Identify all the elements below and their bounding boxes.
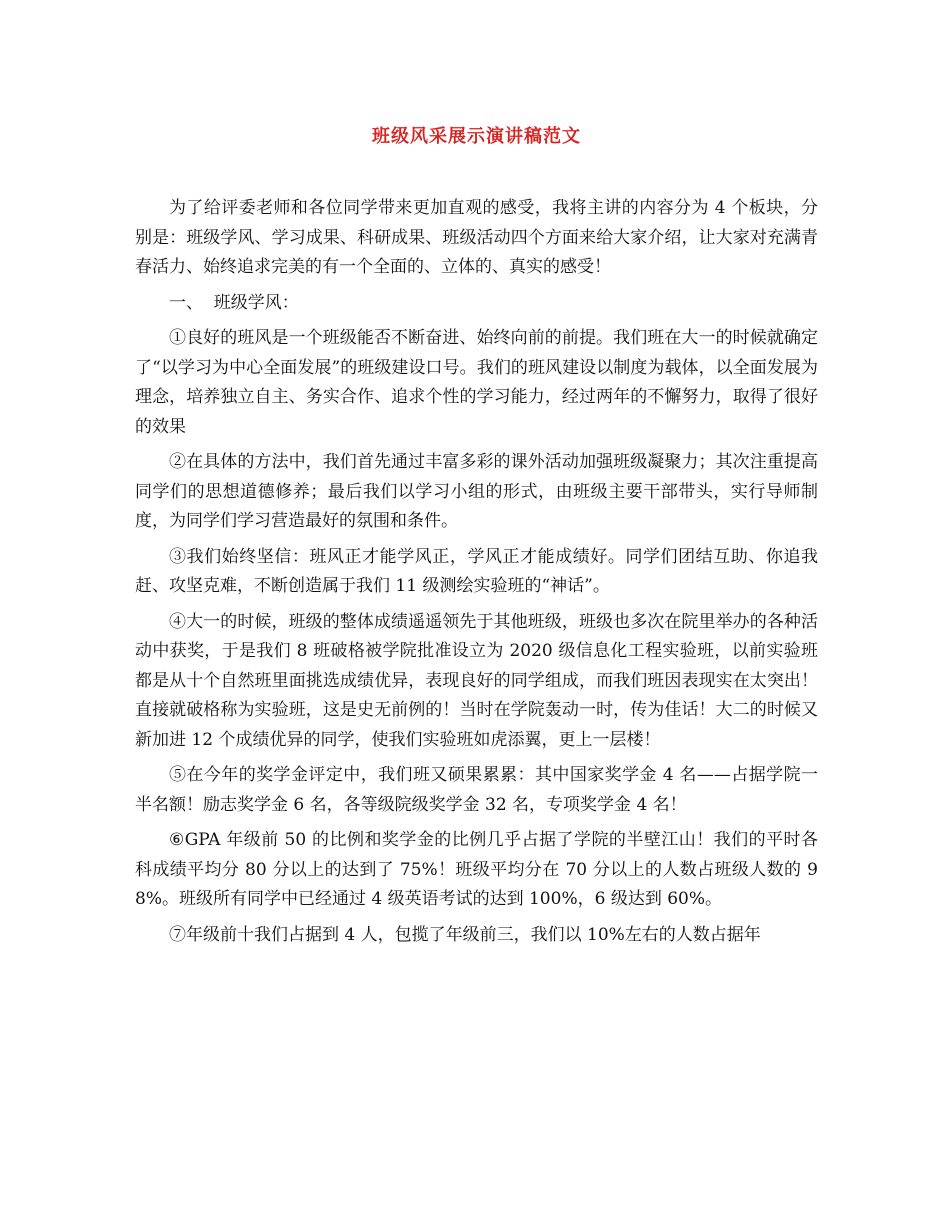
paragraph-6: ⑥GPA 年级前 50 的比例和奖学金的比例几乎占据了学院的半壁江山！我们的平时各科成绩平均分 80 分以上的达到了 75%！班级平均分在 70 分以上的人数占班级人数的 98%。班级所有同学中已经通过 4 级英语考试的达到 100%，6 级达到 60%。 <box>135 830 818 909</box>
document-title: 班级风采展示演讲稿范文 <box>372 126 581 147</box>
paragraph-2: ②在具体的方法中，我们首先通过丰富多彩的课外活动加强班级凝聚力；其次注重提高同学们的思想道德修养；最后我们以学习小组的形式，由班级主要干部带头，实行导师制度，为同学们学习营造最好的氛围和条件。 <box>135 452 818 531</box>
paragraph-1: ①良好的班风是一个班级能否不断奋进、始终向前的前提。我们班在大一的时候就确定了“以学习为中心全面发展”的班级建设口号。我们的班风建设以制度为载体，以全面发展为理念，培养独立自主、务实合作、追求个性的学习能力，经过两年的不懈努力，取得了很好的效果 <box>135 328 818 437</box>
paragraph-3: ③我们始终坚信：班风正才能学风正，学风正才能成绩好。同学们团结互助、你追我赶、攻坚克难，不断创造属于我们 11 级测绘实验班的“神话”。 <box>135 546 818 596</box>
section-heading-class-style: 一、 班级学风： <box>169 292 299 313</box>
paragraph-5: ⑤在今年的奖学金评定中，我们班又硕果累累：其中国家奖学金 4 名——占据学院一半名额！励志奖学金 6 名，各等级院级奖学金 32 名，专项奖学金 4 名！ <box>135 765 818 815</box>
paragraph-4: ④大一的时候，班级的整体成绩遥遥领先于其他班级，班级也多次在院里举办的各种活动中获奖，于是我们 8 班破格被学院批准设立为 2020 级信息化工程实验班，以前实验班都是从十个自然班里面挑选成绩优异，表现良好的同学组成，而我们班因表现实在太突出！直接就破格称为实验班，这是史无前例的！当时在学院轰动一时，传为佳话！大二的时候又新加进 12 个成绩优异的同学，使我们实验班如虎添翼，更上一层楼！ <box>135 611 818 750</box>
intro-paragraph: 为了给评委老师和各位同学带来更加直观的感受，我将主讲的内容分为 4 个板块，分别是：班级学风、学习成果、科研成果、班级活动四个方面来给大家介绍，让大家对充满青春活力、始终追求完美的有一个全面的、立体的、真实的感受！ <box>135 198 818 277</box>
paragraph-7: ⑦年级前十我们占据到 4 人，包揽了年级前三，我们以 10%左右的人数占据年 <box>169 924 761 945</box>
